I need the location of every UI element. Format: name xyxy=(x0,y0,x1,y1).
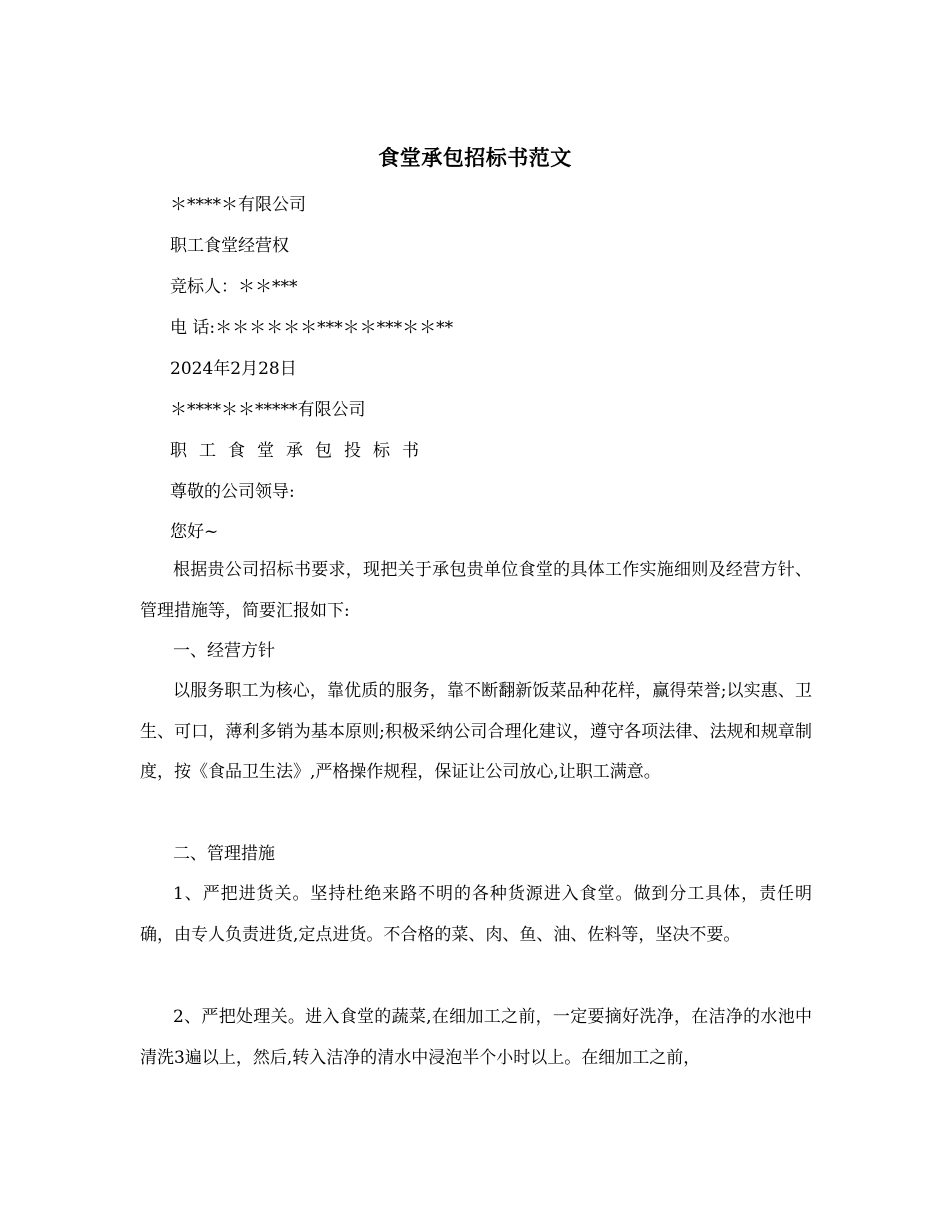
date-line: 2024年2月28日 xyxy=(170,359,297,379)
section-heading-policy: 一、经营方针 xyxy=(173,641,275,661)
policy-paragraph: 以服务职工为核心，靠优质的服务，靠不断翻新饭菜品种花样，赢得荣誉;以实惠、卫生、可口，薄利多销为基本原则;积极采纳公司合理化建议，遵守各项法律、法规和规章制度，按《食品卫生法》,严格操作规程，保证让公司放心,让职工满意。 xyxy=(140,681,812,782)
greeting-line: 您好~ xyxy=(170,522,219,542)
bid-document-heading: 职工食堂承包投标书 xyxy=(170,441,431,461)
document-title: 食堂承包招标书范文 xyxy=(378,145,572,170)
processing-paragraph: 2、严把处理关。进入食堂的蔬菜,在细加工之前，一定要摘好洗净，在洁净的水池中清洗3遍以上，然后,转入洁净的清水中浸泡半个小时以上。在细加工之前， xyxy=(140,1007,812,1068)
salutation-line: 尊敬的公司领导: xyxy=(170,482,295,502)
purchasing-paragraph: 1、严把进货关。坚持杜绝来路不明的各种货源进入食堂。做到分工具体，责任明确，由专人负责进货,定点进货。不合格的菜、肉、鱼、油、佐料等，坚决不要。 xyxy=(140,884,812,945)
subject-line: 职工食堂经营权 xyxy=(170,236,289,256)
bidder-line: 竞标人：＊＊*** xyxy=(170,277,298,297)
phone-line: 电 话:＊＊＊＊＊＊***＊＊***＊＊** xyxy=(170,318,454,338)
intro-paragraph: 根据贵公司招标书要求，现把关于承包贵单位食堂的具体工作实施细则及经营方针、管理措施等，简要汇报如下: xyxy=(140,560,812,621)
company-name-line: ＊****＊有限公司 xyxy=(170,195,306,215)
section-heading-management: 二、管理措施 xyxy=(173,844,275,864)
recipient-company-line: ＊****＊＊*****有限公司 xyxy=(170,400,366,420)
